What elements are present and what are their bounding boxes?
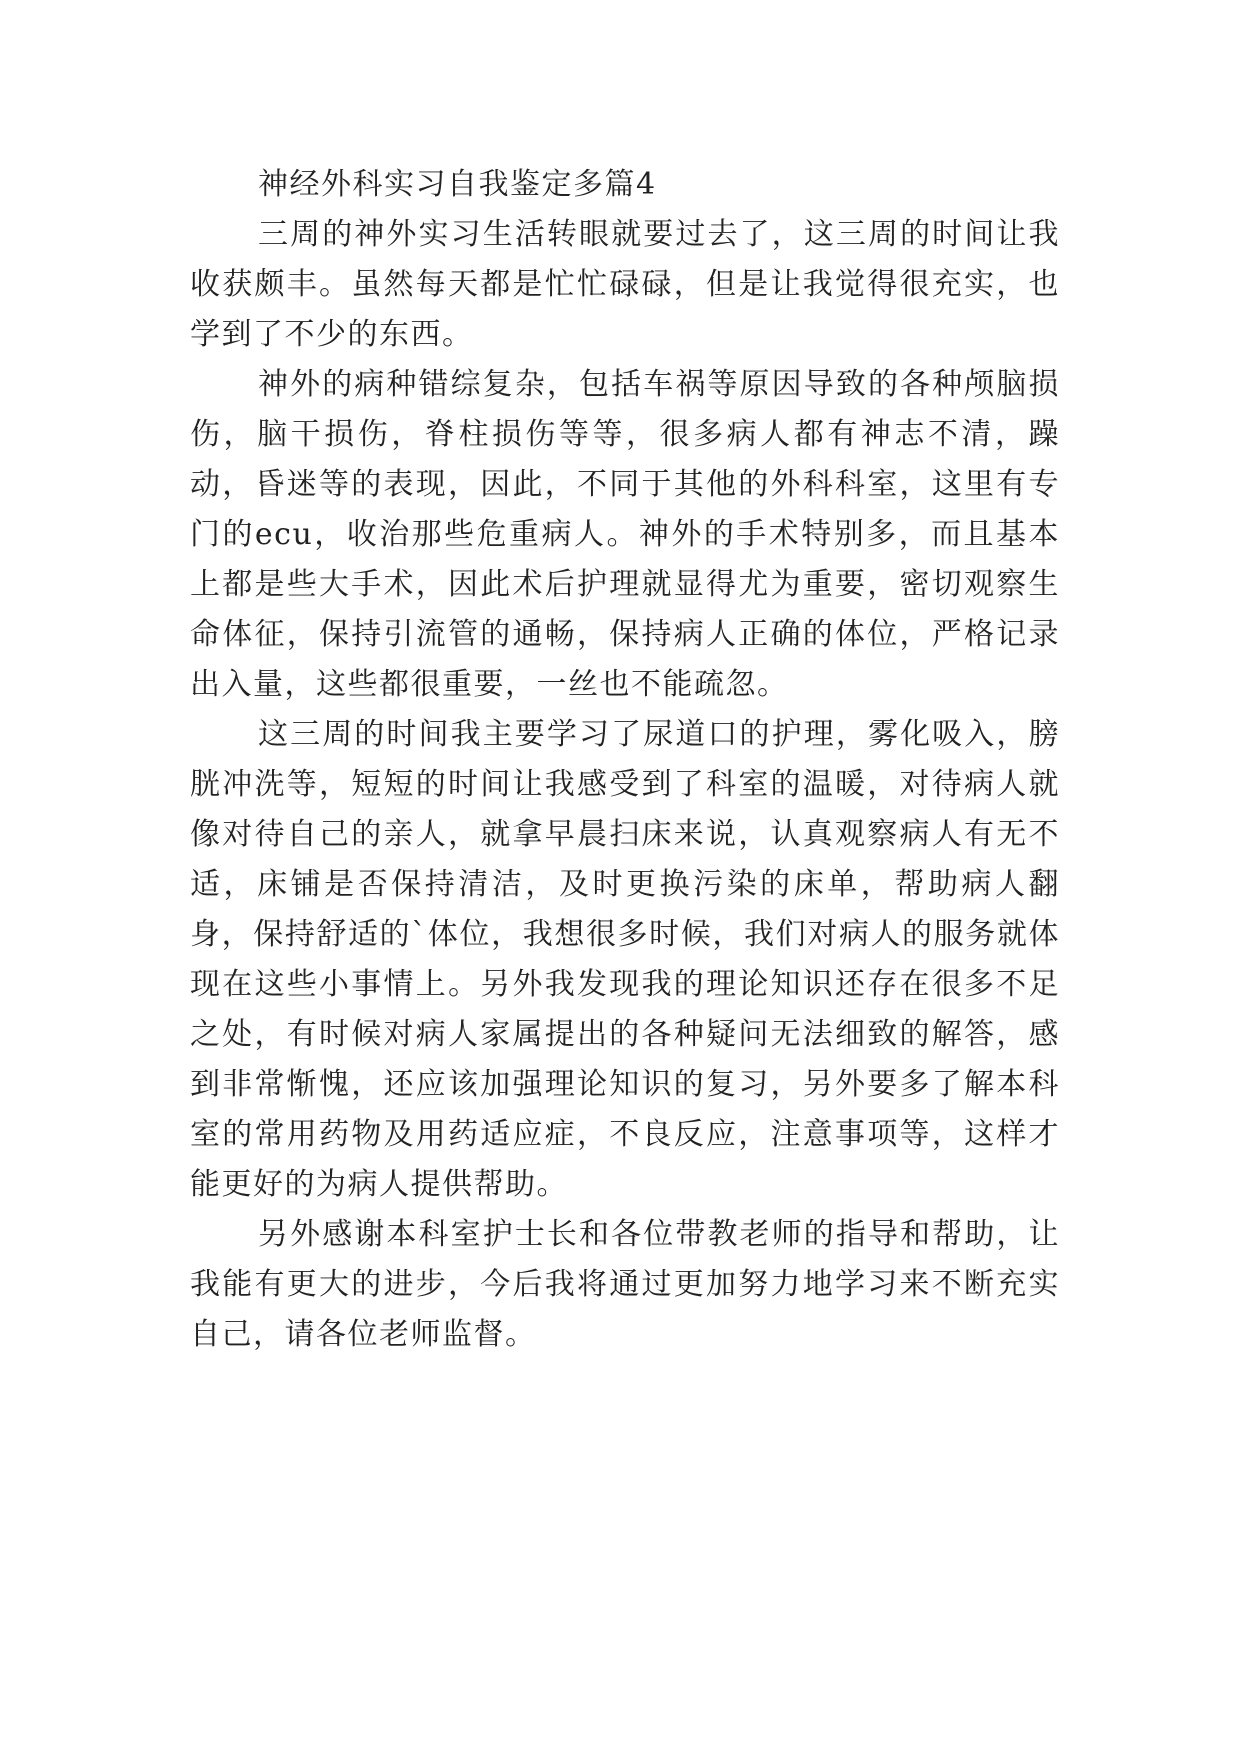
paragraph-2: 神外的病种错综复杂，包括车祸等原因导致的各种颅脑损伤，脑干损伤，脊柱损伤等等，很多病人都有神志不清，躁动，昏迷等的表现，因此，不同于其他的外科科室，这里有专门的ecu，收治那些危重病人。神外的手术特别多，而且基本上都是些大手术，因此术后护理就显得尤为重要，密切观察生命体征，保持引流管的通畅，保持病人正确的体位，严格记录出入量，这些都很重要，一丝也不能疏忽。	[190, 367, 1060, 702]
paragraph-3: 这三周的时间我主要学习了尿道口的护理，雾化吸入，膀胱冲洗等，短短的时间让我感受到了科室的温暖，对待病人就像对待自己的亲人，就拿早晨扫床来说，认真观察病人有无不适，床铺是否保持清洁，及时更换污染的床单，帮助病人翻身，保持舒适的`体位，我想很多时候，我们对病人的服务就体现在这些小事情上。另外我发现我的理论知识还存在很多不足之处，有时候对病人家属提出的各种疑问无法细致的解答，感到非常惭愧，还应该加强理论知识的复习，另外要多了解本科室的常用药物及用药适应症，不良反应，注意事项等，这样才能更好的为病人提供帮助。	[190, 717, 1060, 1202]
paragraph-4: 另外感谢本科室护士长和各位带教老师的指导和帮助，让我能有更大的进步，今后我将通过更加努力地学习来不断充实自己，请各位老师监督。	[190, 1217, 1060, 1352]
paragraph-1: 三周的神外实习生活转眼就要过去了，这三周的时间让我收获颇丰。虽然每天都是忙忙碌碌，但是让我觉得很充实，也学到了不少的东西。	[190, 217, 1060, 352]
document-body	[190, 160, 1060, 1360]
document-title: 神经外科实习自我鉴定多篇4	[258, 167, 657, 202]
